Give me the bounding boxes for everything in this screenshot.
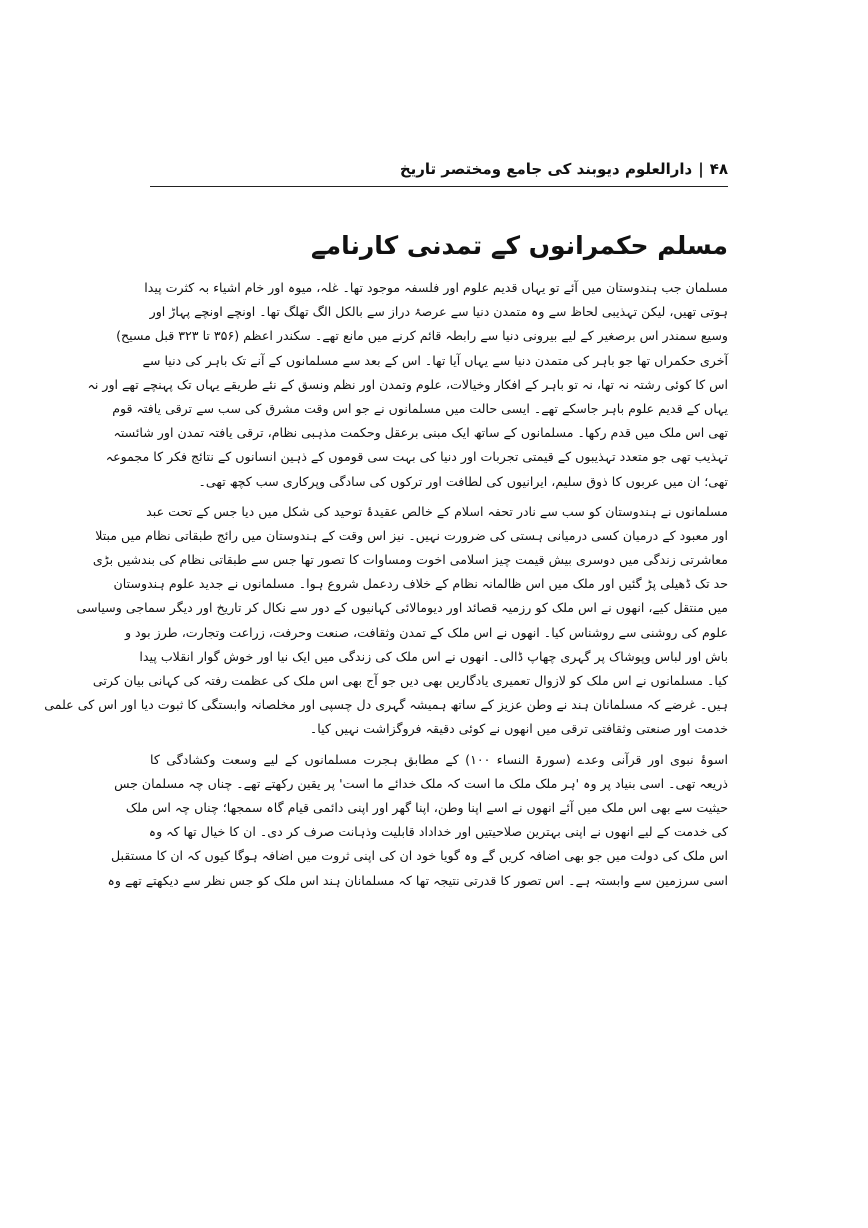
text-line: خدمت اور صنعتی وثقافتی ترقی میں انھوں نے کوئی دقیقہ فروگزاشت نہیں کیا۔ [309,721,728,737]
text-line: معاشرتی زندگی میں دوسری بیش قیمت چیز اسلامی اخوت ومساوات کا تصور تھا جس سے طبقاتی نظام کی بندشیں بڑی [92,552,728,568]
text-line: وسیع سمندر اس برصغیر کے لیے بیرونی دنیا سے رابطہ قائم کرنے میں مانع تھے۔ سکندر اعظم (۳۵۶ تا ۳۲۳ قبل مسیح) [116,328,728,344]
paragraph-3 [107,748,728,893]
running-header [150,158,728,180]
body-text [44,276,728,899]
text-line: ہوتی تھیں، لیکن تہذیبی لحاظ سے وہ متمدن دنیا سے عرصۂ دراز سے بالکل الگ تھلگ تھا۔ اونچے اونچے پہاڑ اور [149,304,728,320]
header-separator: | [698,160,704,178]
text-line: تھی اس ملک میں قدم رکھا۔ مسلمانوں کے ساتھ ایک مبنی برعقل وحکمت مذہبی نظام، ترقی یافتہ تمدن اور شائستہ [113,425,728,441]
text-line: تھی؛ ان میں عربوں کا ذوق سلیم، ایرانیوں کی لطافت اور ترکوں کی سادگی وپرکاری سب کچھ تھی۔ [198,473,728,489]
text-line: تہذیب تھی جو متعدد تہذیبوں کے قیمتی تجربات اور دنیا کی بہت سی قوموں کے ذہین انسانوں کے نتائج فکر کا مجموعہ [105,449,728,465]
page-number: ۴۸ [709,160,728,178]
header-rule [150,186,728,187]
text-line: حیثیت سے بھی اس ملک میں آئے انھوں نے اسے اپنا وطن، اپنا گھر اور اپنی دائمی قیام گاہ سمجھا؛ چناں چہ اس ملک [125,799,728,815]
text-line: اور معبود کے درمیان کسی درمیانی ہستی کی ضرورت نہیں۔ نیز اس وقت کے ہندوستان میں رائج طبقاتی نظام میں مبتلا [95,527,728,543]
text-line: ہیں۔ غرضے کہ مسلمانان ہند نے وطن عزیز کے ساتھ ہمیشہ گہری دل چسپی اور مخلصانہ وابستگی کا ثبوت دیا اور اس کی علمی [44,697,728,713]
book-title: دارالعلوم دیوبند کی جامع ومختصر تاریخ [399,160,693,178]
text-line: اس ملک کی دولت میں جو بھی اضافہ کریں گے وہ گویا خود ان کی اپنی ثروت میں اضافہ ہوگا کیوں کہ ان کا مستقبل [110,848,728,864]
text-line: اس کا کوئی رشتہ نہ تھا، نہ تو باہر کے افکار وخیالات، علوم وتمدن اور نظم ونسق کے نئے طریقے یہاں تک پہنچے تھے اور نہ [87,376,728,392]
text-line: آخری حکمراں تھا جو باہر کی متمدن دنیا سے یہاں آیا تھا۔ اس کے بعد سے مسلمانوں کے آنے تک باہر کی دنیا سے [142,352,728,368]
text-line: اسی سرزمین سے وابستہ ہے۔ اس تصور کا قدرتی نتیجہ تھا کہ مسلمانان ہند اس ملک کو جس نظر سے دیکھتے تھے وہ [107,872,728,888]
text-line: میں منتقل کیے، انھوں نے اس ملک کو رزمیہ قصائد اور دیومالائی کہانیوں کے دور سے نکال کر تاریخ اور دیگر سماجی وسیاسی [76,600,728,616]
text-line: مسلمانوں نے ہندوستان کو سب سے نادر تحفہ اسلام کے خالص عقیدۂ توحید کی شکل میں دیا جس کے تحت عبد [146,503,728,519]
text-line: علوم کی روشنی سے روشناس کیا۔ انھوں نے اس ملک کے تمدن وثقافت، صنعت وحرفت، زراعت وتجارت، طرز بود و [124,624,728,640]
text-line: باش اور لباس وپوشاک پر گہری چھاپ ڈالی۔ انھوں نے اس ملک کی زندگی میں ایک نیا اور خوش گوار انقلاب پیدا [139,648,728,664]
text-line: یہاں کے قدیم علوم باہر جاسکے تھے۔ ایسی حالت میں مسلمانوں نے جو اس وقت مشرق کی سب سے ترقی یافتہ قوم [112,400,728,416]
text-line: حد تک ڈھیلی پڑ گئیں اور ملک میں اس ظالمانہ نظام کے خلاف ردعمل شروع ہوا۔ مسلمانوں نے جدید علوم ہندوستان [113,576,728,592]
paragraph-2 [44,500,728,742]
text-line: مسلمان جب ہندوستان میں آئے تو یہاں قدیم علوم اور فلسفہ موجود تھا۔ غلہ، میوہ اور خام اشیاء بہ کثرت پیدا [144,280,728,295]
section-heading: مسلم حکمرانوں کے تمدنی کارنامے [310,231,728,260]
text-line: اسوۂ نبوی اور قرآنی وعدے (سورۃ النساء ۱۰۰) کے مطابق ہجرت مسلمانوں کے لیے وسعت وکشادگی کا [150,751,728,767]
text-line: کیا۔ مسلمانوں نے اس ملک کو لازوال تعمیری یادگاریں بھی دیں جو آج بھی اس ملک کی عظمت رفتہ کی کہانی بیان کرتی [92,673,728,688]
text-line: کی خدمت کے لیے انھوں نے اپنی بہترین صلاحیتیں اور خداداد قابلیت وذہانت صرف کر دی۔ ان کا خیال تھا کہ وہ [148,824,728,840]
text-line: ذریعہ تھی۔ اسی بنیاد پر وہ 'ہر ملک ملک ما است کہ ملک خدائے ما است' پر یقین رکھتے تھے۔ چناں چہ مسلمان جس [114,775,728,791]
paragraph-1 [87,276,728,494]
